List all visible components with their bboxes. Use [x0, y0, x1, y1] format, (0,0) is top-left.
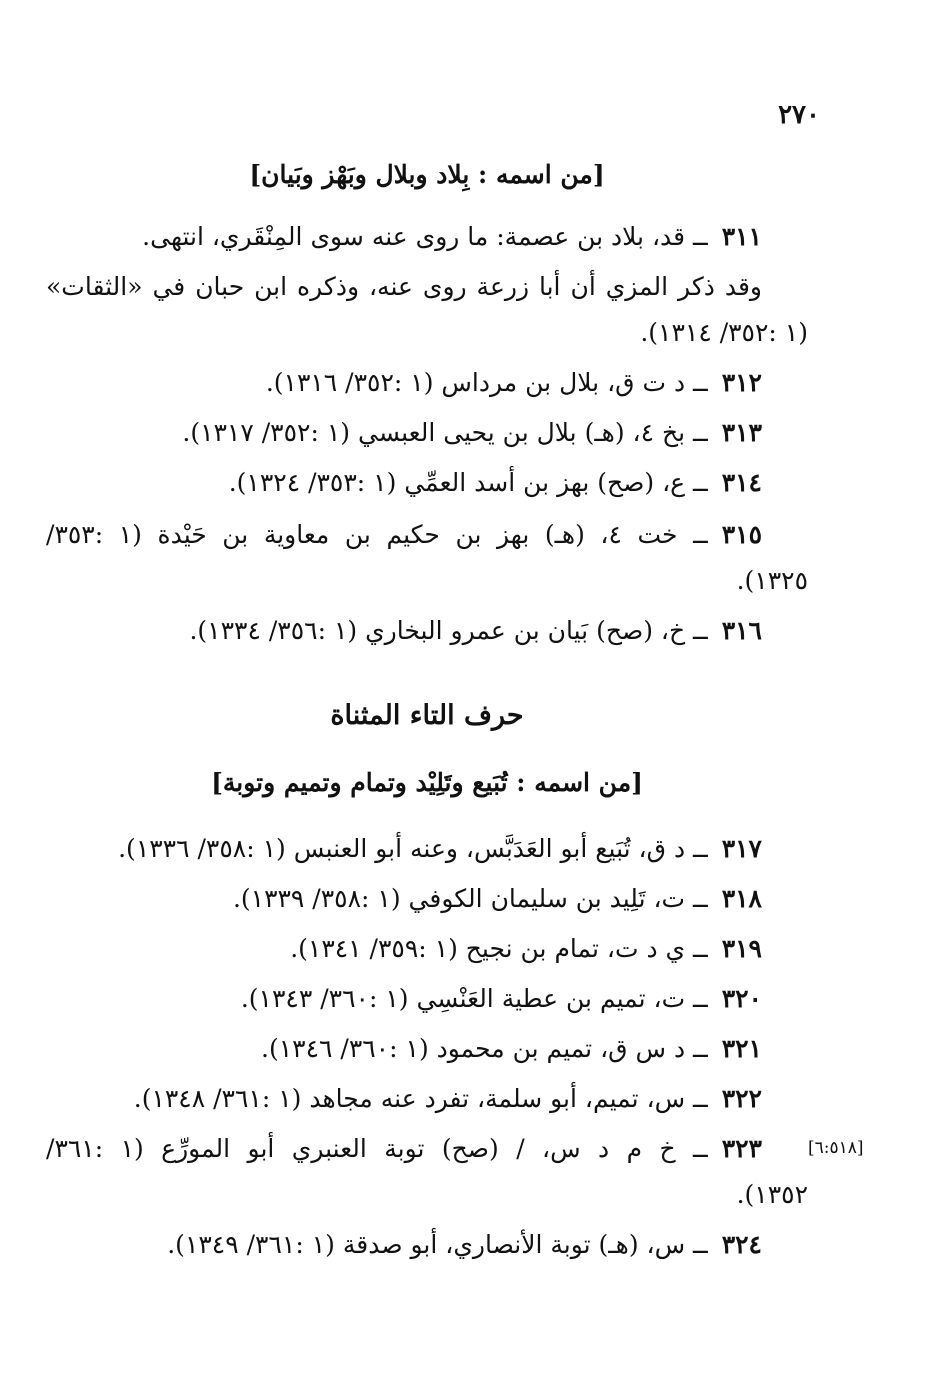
entry-text: ــ خ م د س، / (صح) توبة العنبري أبو المورِّع (١ :٣٦١/ — [46, 1134, 708, 1163]
entry-316 — [92, 608, 762, 654]
section-heading-b: [من اسمه : بِلاد وبلال وبَهْز وبَيان] — [249, 160, 605, 189]
entry-continuation: ١٣٢٥). — [736, 566, 808, 595]
entry-number: ٣٢١ — [721, 1034, 762, 1063]
entry-318 — [92, 876, 762, 922]
note-text: وقد ذكر المزي أن أبا زرعة روى عنه، وذكره ابن حبان في «الثقات» — [46, 272, 762, 301]
note-continuation: (١ :٣٥٢/ ١٣١٤). — [640, 318, 808, 347]
entry-continuation: ١٣٥٢). — [736, 1180, 808, 1209]
entry-320 — [92, 976, 762, 1022]
entry-text: ــ قد، بلاد بن عصمة: ما روى عنه سوى المِنْقَري، انتهى. — [142, 222, 708, 251]
entry-number: ٣٢٣ — [721, 1134, 762, 1163]
entry-text: ــ خت ٤، (هـ) بهز بن حكيم بن معاوية بن حَيْدة (١ :٣٥٣/ — [46, 520, 708, 549]
entry-text: ــ س، (هـ) توبة الأنصاري، أبو صدقة (١ :٣٦١/ ١٣٤٩). — [167, 1230, 708, 1259]
entry-number: ٣١٢ — [721, 368, 762, 397]
entry-text: ــ ت، تَلِيد بن سليمان الكوفي (١ :٣٥٨/ ١٣٣٩). — [232, 884, 708, 913]
entry-number: ٣١٨ — [721, 884, 762, 913]
entry-324 — [92, 1222, 762, 1268]
entry-number: ٣١٥ — [721, 520, 763, 549]
entry-number: ٣١٣ — [721, 418, 762, 447]
entry-text: ــ ع، (صح) بهز بن أسد العمِّي (١ :٣٥٣/ ١٣٢٤). — [228, 468, 708, 497]
entry-number: ٣١٤ — [721, 468, 762, 497]
entry-text: ــ س، تميم، أبو سلمة، تفرد عنه مجاهد (١ :٣٦١/ ١٣٤٨). — [133, 1084, 708, 1113]
page-number: ٢٧٠ — [778, 100, 820, 130]
entry-315 — [46, 512, 808, 604]
entry-number: ٣١٧ — [721, 834, 762, 863]
entry-text: ــ د ت ق، بلال بن مرداس (١ :٣٥٢/ ١٣١٦). — [265, 368, 708, 397]
entry-text: ــ خ، (صح) بَيان بن عمرو البخاري (١ :٣٥٦/ ١٣٣٤). — [189, 616, 708, 645]
entry-number: ٣١١ — [721, 222, 762, 251]
section-heading-t: [من اسمه : تُبَيع وتَلِيْد وتمام وتميم وتوبة] — [211, 768, 643, 797]
entry-313 — [92, 410, 762, 456]
entry-number: ٣١٦ — [721, 616, 762, 645]
entry-312 — [92, 360, 762, 406]
entry-317 — [92, 826, 762, 872]
entry-321 — [92, 1026, 762, 1072]
entry-319 — [92, 926, 762, 972]
entry-311 — [92, 214, 762, 260]
entry-number: ٣٢٢ — [721, 1084, 762, 1113]
entry-322 — [92, 1076, 762, 1122]
entry-number: ٣٢٠ — [721, 984, 762, 1013]
margin-reference: [٦:٥١٨] — [808, 1138, 864, 1158]
entry-text: ــ ي د ت، تمام بن نجيح (١ :٣٥٩/ ١٣٤١). — [290, 934, 708, 963]
entry-text: ــ بخ ٤، (هـ) بلال بن يحيى العبسي (١ :٣٥٢/ ١٣١٧). — [182, 418, 708, 447]
entry-number: ٣٢٤ — [721, 1230, 762, 1259]
entry-text: ــ ت، تميم بن عطية العَنْسِي (١ :٣٦٠/ ١٣٤٣). — [240, 984, 708, 1013]
entry-number: ٣١٩ — [721, 934, 762, 963]
entry-note-311 — [46, 264, 808, 356]
entry-314 — [92, 460, 762, 506]
entry-text: ــ د س ق، تميم بن محمود (١ :٣٦٠/ ١٣٤٦). — [261, 1034, 708, 1063]
entry-text: ــ د ق، تُبَيع أبو العَدَبَّس، وعنه أبو العنبس (١ :٣٥٨/ ١٣٣٦). — [118, 834, 708, 863]
entry-323 — [46, 1126, 808, 1218]
chapter-heading-ta: حرف التاء المثناة — [330, 700, 524, 731]
